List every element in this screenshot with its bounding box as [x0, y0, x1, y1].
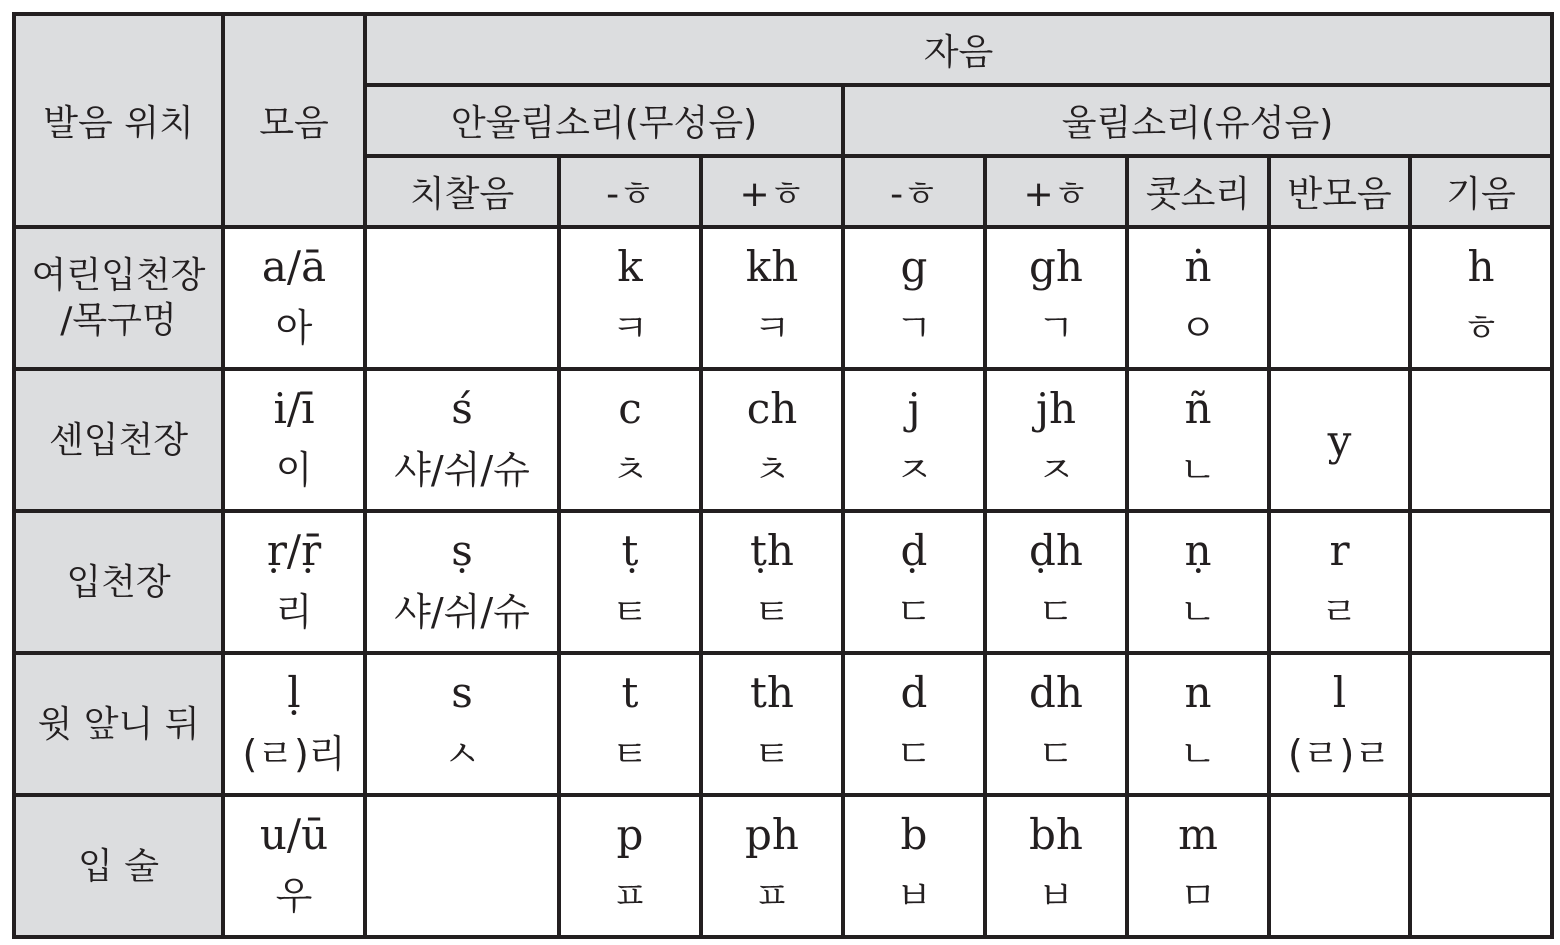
consonant-cell: [1127, 653, 1269, 795]
hangul-transcription: ㄷ: [895, 732, 933, 776]
row-label-line: 센입천장: [48, 419, 189, 461]
hangul-transcription: ㄷ: [895, 590, 933, 634]
romanization: j: [907, 384, 921, 433]
hangul-transcription: ㅂ: [1037, 874, 1075, 918]
consonant-cell: [843, 369, 985, 511]
hangul-transcription: ㄹ: [1321, 590, 1358, 634]
consonant-cell: [559, 795, 701, 937]
consonant-cell: [1127, 369, 1269, 511]
header-nasal: 콧소리: [1127, 156, 1269, 227]
romanization: u/ū: [259, 810, 329, 859]
table-row: [14, 369, 1552, 511]
hangul-transcription: ㄷ: [1037, 590, 1075, 634]
header-position: 발음 위치: [14, 14, 223, 227]
hangul-transcription: ㅌ: [611, 732, 649, 776]
hangul-transcription: 이: [275, 448, 313, 492]
header-vowel: 모음: [223, 14, 365, 227]
romanization: l: [1332, 668, 1347, 717]
consonant-cell: [559, 227, 701, 369]
hangul-transcription: ㄴ: [1179, 590, 1217, 634]
romanization: i/ī: [273, 384, 315, 433]
romanization: ṭh: [750, 526, 794, 575]
hangul-transcription: ㅎ: [1462, 306, 1500, 350]
hangul-transcription: ㅅ: [443, 732, 481, 776]
romanization: r: [1329, 526, 1350, 575]
header-voiced-unaspirated: -ㅎ: [843, 156, 985, 227]
consonant-cell: [985, 653, 1127, 795]
consonant-cell: [1127, 795, 1269, 937]
romanization: gh: [1029, 242, 1083, 291]
consonant-cell: [365, 653, 559, 795]
romanization: ñ: [1184, 384, 1212, 433]
consonant-cell: [701, 227, 843, 369]
romanization: bh: [1029, 810, 1083, 859]
hangul-transcription: ㅌ: [611, 590, 649, 634]
romanization: jh: [1035, 384, 1077, 433]
consonant-cell: [701, 511, 843, 653]
row-label: [14, 511, 223, 653]
romanization: kh: [745, 242, 799, 291]
consonant-cell: [1410, 653, 1552, 795]
consonant-cell: [843, 795, 985, 937]
consonant-cell: [365, 511, 559, 653]
consonant-cell: [985, 795, 1127, 937]
hangul-transcription: ㅁ: [1179, 874, 1217, 918]
romanization: g: [900, 242, 928, 291]
romanization: ṅ: [1184, 242, 1212, 291]
hangul-transcription: 샤/쉬/슈: [394, 590, 530, 634]
hangul-transcription: ㅈ: [1037, 448, 1075, 492]
romanization: t: [621, 668, 639, 717]
romanization: ṣ: [451, 526, 473, 575]
consonant-cell: [365, 227, 559, 369]
consonant-cell: [1127, 511, 1269, 653]
vowel-cell: [223, 511, 365, 653]
row-label: [14, 227, 223, 369]
hangul-transcription: 리: [275, 590, 313, 634]
romanization: c: [618, 384, 642, 433]
hangul-transcription: ㅍ: [753, 874, 791, 918]
romanization: b: [900, 810, 928, 859]
row-label-line: /목구멍: [60, 300, 177, 341]
table-row: [14, 653, 1552, 795]
hangul-transcription: ㅇ: [1179, 306, 1217, 350]
row-label-line: 입 술: [78, 845, 159, 887]
vowel-cell: [223, 369, 365, 511]
row-label-line: 윗 앞니 뒤: [37, 703, 200, 745]
header-voiceless: 안울림소리(무성음): [365, 85, 843, 156]
romanization: s: [451, 668, 473, 717]
romanization: ḍ: [900, 526, 928, 575]
romanization: d: [900, 668, 928, 717]
hangul-transcription: ㄴ: [1179, 732, 1217, 776]
hangul-transcription: ㅋ: [753, 306, 791, 350]
table-row: [14, 795, 1552, 937]
hangul-transcription: (ㄹ)리: [242, 732, 346, 776]
romanization: ḷ: [287, 668, 301, 717]
romanization: ṇ: [1184, 526, 1212, 575]
hangul-transcription: ㄱ: [895, 306, 933, 350]
hangul-transcription: 샤/쉬/슈: [394, 448, 530, 492]
row-label-line: 입천장: [66, 561, 171, 603]
hangul-transcription: ㅊ: [611, 448, 649, 492]
consonant-cell: [1269, 369, 1410, 511]
row-label: [14, 653, 223, 795]
consonant-cell: [1269, 511, 1410, 653]
vowel-cell: [223, 795, 365, 937]
hangul-transcription: ㄴ: [1179, 448, 1217, 492]
consonant-cell: [985, 369, 1127, 511]
header-aspirate: 기음: [1410, 156, 1552, 227]
romanization: m: [1178, 810, 1218, 859]
romanization: a/ā: [261, 242, 327, 291]
romanization: k: [617, 242, 643, 291]
consonant-cell: [559, 369, 701, 511]
consonant-cell: [701, 795, 843, 937]
consonant-cell: [1410, 369, 1552, 511]
consonant-cell: [843, 511, 985, 653]
consonant-cell: [365, 795, 559, 937]
header-voiced: 울림소리(유성음): [843, 85, 1552, 156]
hangul-transcription: ㅈ: [895, 448, 933, 492]
hangul-transcription: (ㄹ)ㄹ: [1287, 732, 1392, 776]
row-label: [14, 795, 223, 937]
table-row: [14, 511, 1552, 653]
consonant-cell: [559, 511, 701, 653]
consonant-cell: [985, 511, 1127, 653]
consonant-cell: [1269, 653, 1410, 795]
header-voiceless-aspirated: +ㅎ: [701, 156, 843, 227]
consonant-cell: [1410, 795, 1552, 937]
hangul-transcription: ㅌ: [753, 590, 791, 634]
romanization: y: [1327, 415, 1352, 465]
consonant-cell: [701, 653, 843, 795]
hangul-transcription: ㅊ: [753, 448, 791, 492]
hangul-transcription: ㄱ: [1037, 306, 1075, 350]
consonant-cell: [1410, 511, 1552, 653]
consonant-cell: [1269, 795, 1410, 937]
consonant-cell: [559, 653, 701, 795]
hangul-transcription: ㅌ: [753, 732, 791, 776]
header-consonant: 자음: [365, 14, 1552, 85]
consonant-cell: [1410, 227, 1552, 369]
header-semivowel: 반모음: [1269, 156, 1410, 227]
hangul-transcription: 우: [275, 874, 313, 918]
hangul-transcription: ㄷ: [1037, 732, 1075, 776]
hangul-transcription: ㅂ: [895, 874, 933, 918]
pronunciation-table: [12, 12, 1554, 939]
romanization: dh: [1029, 668, 1083, 717]
romanization: ph: [745, 810, 799, 859]
romanization: th: [750, 668, 794, 717]
vowel-cell: [223, 653, 365, 795]
table-body: [14, 227, 1552, 937]
header-voiceless-unaspirated: -ㅎ: [559, 156, 701, 227]
romanization: ś: [451, 384, 473, 433]
consonant-cell: [1127, 227, 1269, 369]
consonant-cell: [843, 653, 985, 795]
romanization: n: [1184, 668, 1212, 717]
consonant-cell: [1269, 227, 1410, 369]
table-header: [14, 14, 1552, 227]
romanization: ḍh: [1029, 526, 1083, 575]
romanization: ch: [746, 384, 798, 433]
romanization: p: [616, 810, 644, 859]
table-row: [14, 227, 1552, 369]
romanization: h: [1467, 242, 1495, 291]
header-sibilant: 치찰음: [365, 156, 559, 227]
romanization: ṭ: [621, 526, 639, 575]
hangul-transcription: 아: [275, 306, 313, 350]
consonant-cell: [985, 227, 1127, 369]
row-label-line: 여린입천장: [31, 255, 206, 296]
row-label: [14, 369, 223, 511]
hangul-transcription: ㅍ: [611, 874, 649, 918]
hangul-transcription: ㅋ: [611, 306, 649, 350]
consonant-cell: [701, 369, 843, 511]
vowel-cell: [223, 227, 365, 369]
header-voiced-aspirated: +ㅎ: [985, 156, 1127, 227]
consonant-cell: [843, 227, 985, 369]
consonant-cell: [365, 369, 559, 511]
romanization: ṛ/ṝ: [266, 526, 322, 575]
